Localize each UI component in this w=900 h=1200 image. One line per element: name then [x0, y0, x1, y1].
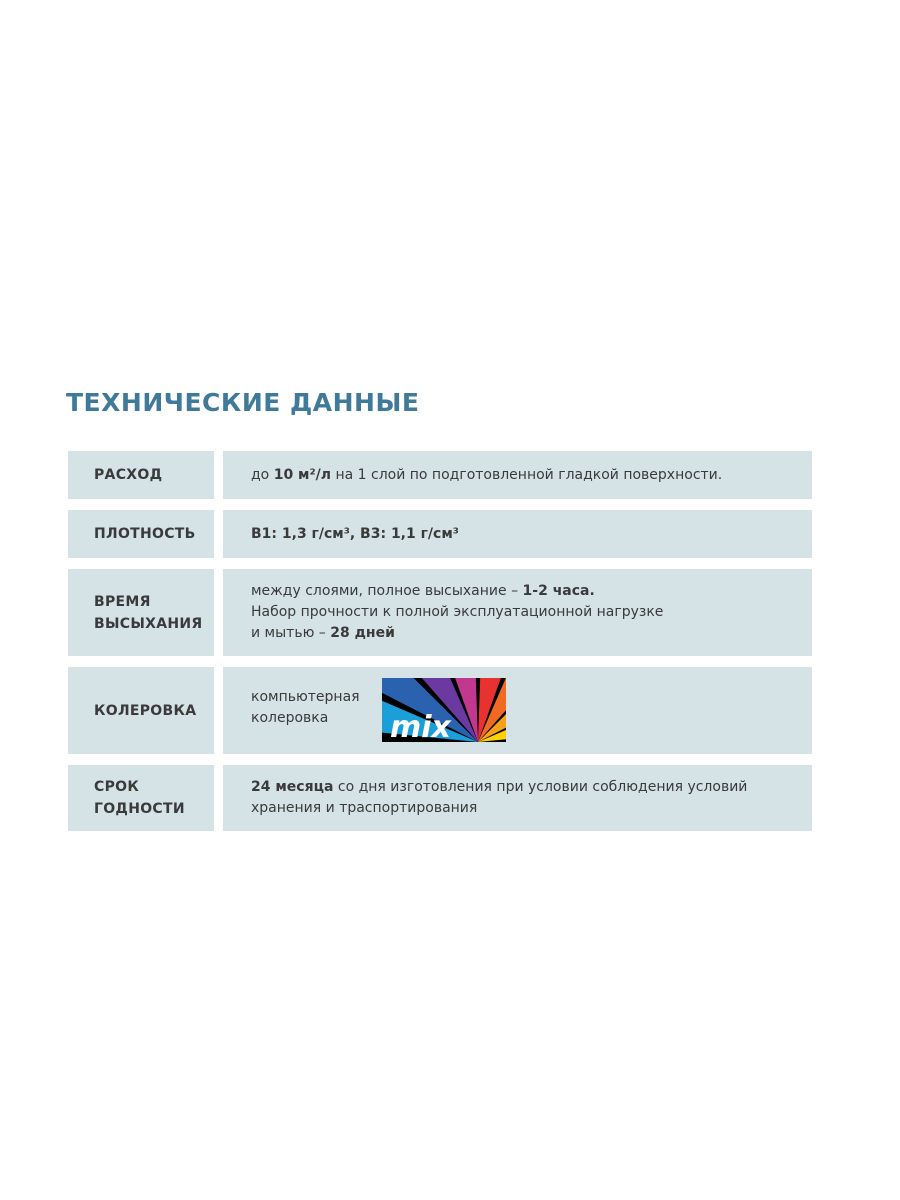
spec-value-line — [251, 798, 747, 819]
spec-value-cell — [223, 667, 812, 754]
spec-label-cell — [68, 765, 214, 831]
mix-logo — [382, 678, 506, 742]
spec-value — [251, 687, 360, 729]
spec-label-cell — [68, 569, 214, 656]
tinting-content — [251, 667, 792, 754]
spec-value-text: хранения и траспортирования — [251, 800, 478, 816]
spec-value-line: колеровка — [251, 710, 329, 726]
spec-value-cell — [223, 510, 812, 558]
spec-value-line — [251, 524, 459, 545]
spec-value-text: со дня изготовления при условии соблюдения условий — [333, 779, 748, 795]
spec-row-shelf-life — [68, 765, 812, 831]
spec-row-density — [68, 510, 812, 558]
mix-logo-text: mix — [389, 710, 451, 742]
spec-value-emphasis: 24 месяца — [251, 779, 334, 795]
spec-label-cell — [68, 667, 214, 754]
spec-row-tinting — [68, 667, 812, 754]
spec-value-cell — [223, 569, 812, 656]
spec-value-line: компьютерная — [251, 689, 360, 705]
spec-label-line: РАСХОД — [94, 467, 163, 483]
spec-value — [251, 777, 747, 819]
spec-value — [251, 524, 459, 545]
spec-label-line: ГОДНОСТИ — [94, 801, 185, 817]
spec-value-text: между слоями, полное высыхание – — [251, 583, 523, 599]
spec-value-line — [251, 777, 747, 798]
spec-row-consumption — [68, 451, 812, 499]
spec-value-text: на 1 слой по подготовленной гладкой поверхности. — [331, 466, 723, 483]
spec-value-emphasis: 28 дней — [330, 625, 395, 641]
spec-value-cell — [223, 451, 812, 499]
spec-label — [94, 464, 162, 486]
spec-label-line: ПЛОТНОСТЬ — [94, 526, 196, 542]
spec-value-line — [251, 581, 663, 602]
spec-value-cell — [223, 765, 812, 831]
spec-value-text: Набор прочности к полной эксплуатационной нагрузке — [251, 604, 664, 620]
spec-label-line: СРОК — [94, 779, 140, 795]
spec-label — [94, 700, 196, 722]
spec-label — [94, 591, 203, 635]
spec-label-line: КОЛЕРОВКА — [94, 702, 197, 719]
spec-value-line — [251, 602, 663, 623]
spec-value-text: и мытью – — [251, 625, 331, 641]
spec-row-drying-time — [68, 569, 812, 656]
spec-label-cell — [68, 510, 214, 558]
spec-label — [94, 776, 185, 820]
spec-label-line: ВРЕМЯ — [94, 593, 151, 610]
spec-value-line — [251, 465, 722, 486]
spec-value-emphasis: 1-2 часа. — [522, 583, 595, 599]
spec-value-emphasis: В1: 1,3 г/см³, В3: 1,1 г/см³ — [251, 525, 459, 542]
spec-label — [94, 523, 196, 545]
page-title: ТЕХНИЧЕСКИЕ ДАННЫЕ — [66, 388, 420, 417]
spec-label-line: ВЫСЫХАНИЯ — [94, 615, 203, 632]
spec-label-cell — [68, 451, 214, 499]
spec-value — [251, 465, 722, 486]
spec-value-emphasis: 10 м²/л — [273, 466, 332, 483]
spec-value — [251, 581, 663, 644]
spec-value-text: до — [251, 466, 274, 483]
spec-value-line — [251, 623, 663, 644]
